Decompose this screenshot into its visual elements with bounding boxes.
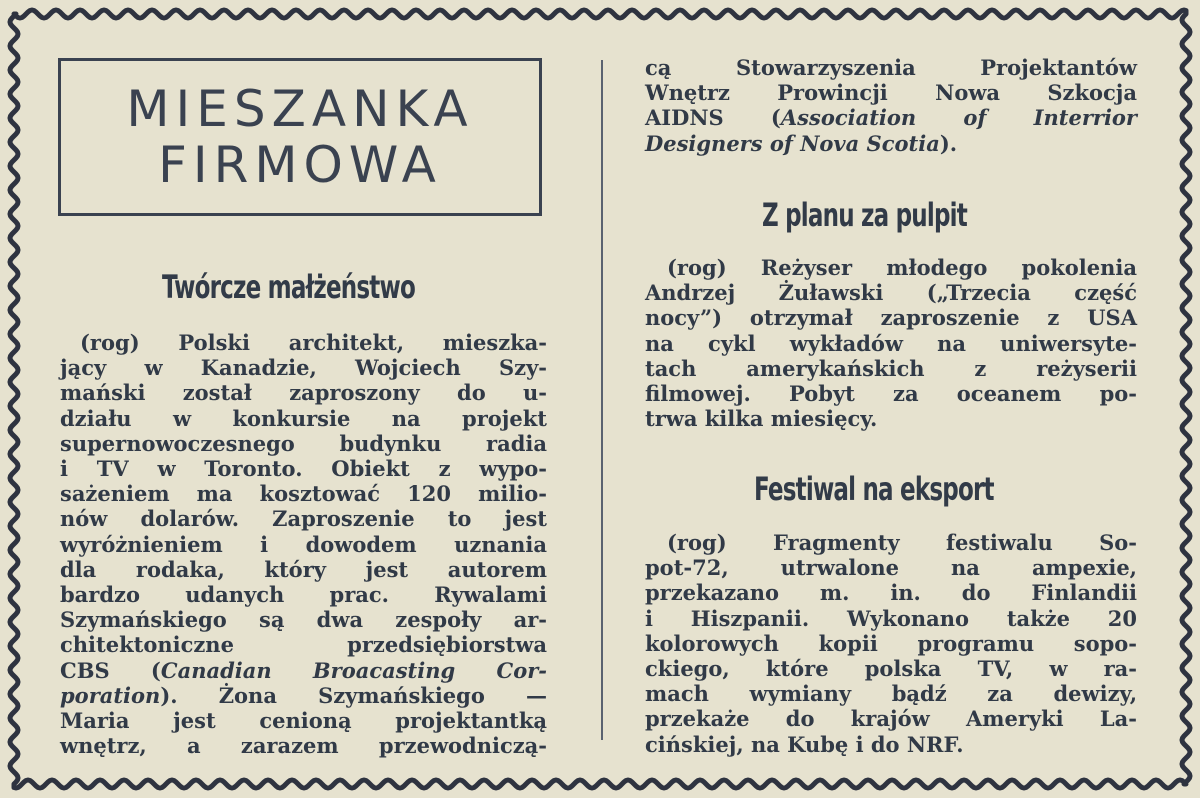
text-line: ckiego, które polska TV, w ra- [645, 656, 1137, 682]
text-line: Andrzej Żuławski („Trzecia część [645, 280, 1137, 306]
text-line: nów dolarów. Zaproszenie to jest [60, 506, 547, 532]
text-line: mański został zaproszony do u- [60, 380, 547, 406]
masthead-line-1: MIESZANKA [126, 80, 474, 138]
text-line: (rog) Reżyser młodego pokolenia [667, 255, 1137, 280]
text-line: Wnętrz Prowincji Nowa Szkocja [645, 80, 1137, 106]
column-masthead [58, 58, 542, 216]
text-line: jący w Kanadzie, Wojciech Szy- [60, 355, 547, 381]
text-line: mach wymiany bądź za dewizy, [645, 681, 1137, 707]
text-line: bardzo udanych prac. Rywalami [60, 582, 547, 608]
text-line: Maria jest cenioną projektantką [60, 708, 547, 734]
text-line: sażeniem ma kosztować 120 milio- [60, 481, 547, 507]
article-body-z-planu-za-pulpit [645, 255, 1137, 431]
text-line-italic: Designers of Nova Scotia). [645, 130, 958, 156]
text-line: filmowej. Pobyt za oceanem po- [645, 381, 1137, 407]
text-line: przekaże do krajów Ameryki La- [645, 706, 1137, 732]
article-headline-tworcze-malzenstwo: Twórcze małżeństwo [162, 268, 415, 306]
text-line: Szymańskiego są dwa zespoły ar- [60, 607, 547, 633]
text-line: (rog) Fragmenty festiwalu So- [667, 530, 1137, 555]
article-body-tworcze-malzenstwo [60, 330, 547, 758]
masthead-line-2: FIRMOWA [158, 136, 442, 194]
text-line: kolorowych kopii programu sopo- [645, 630, 1137, 656]
text-line: działu w konkursie na projekt [60, 405, 547, 431]
text-line: pot-72, utrwalone na ampexie, [645, 555, 1137, 581]
article-continuation-tworcze-malzenstwo [645, 55, 1137, 156]
text-line: cą Stowarzyszenia Projektantów [645, 55, 1137, 80]
text-line: na cykl wykładów na uniwersyte- [645, 330, 1137, 356]
article-body-festiwal-na-eksport [645, 530, 1137, 757]
text-line: cińskiej, na Kubę i do NRF. [645, 731, 964, 757]
text-line: i Hiszpanii. Wykonano także 20 [645, 605, 1137, 631]
text-line: nocy”) otrzymał zaproszenie z USA [645, 305, 1137, 331]
column-divider [601, 60, 603, 740]
text-line: tach amerykańskich z reżyserii [645, 355, 1137, 381]
text-line-italic: CBS (Canadian Broacasting Cor- [60, 657, 547, 683]
text-line: trwa kilka miesięcy. [645, 406, 878, 432]
text-line: i TV w Toronto. Obiekt z wypo- [60, 456, 547, 482]
article-headline-z-planu-za-pulpit: Z planu za pulpit [762, 196, 967, 234]
text-line-italic: AIDNS (Association of Interrior [645, 105, 1138, 131]
text-line: dla rodaka, który jest autorem [60, 556, 547, 582]
text-line: przekazano m. in. do Finlandii [645, 580, 1137, 606]
text-line: (rog) Polski architekt, mieszka- [80, 330, 547, 355]
text-line: chitektoniczne przedsiębiorstwa [60, 632, 547, 658]
article-headline-festiwal-na-eksport: Festiwal na eksport [754, 470, 994, 508]
text-line: wyróżnieniem i dowodem uznania [60, 531, 547, 557]
text-line-italic: poration). Żona Szymańskiego — [60, 682, 547, 708]
text-line: supernowoczesnego budynku radia [60, 430, 547, 456]
text-line: wnętrz, a zarazem przewodniczą- [60, 733, 547, 759]
